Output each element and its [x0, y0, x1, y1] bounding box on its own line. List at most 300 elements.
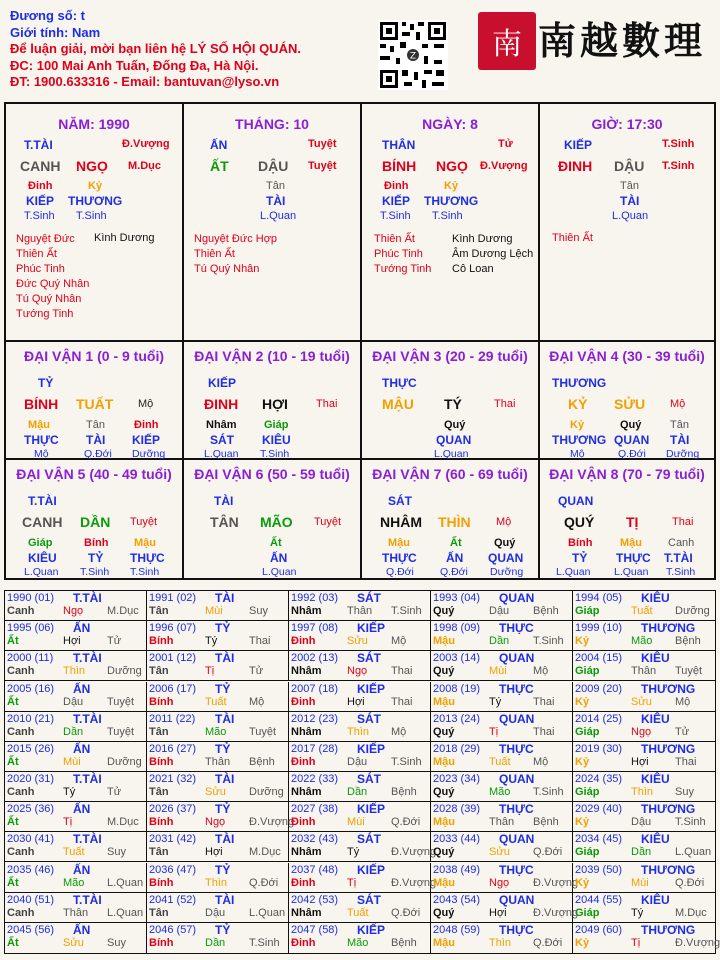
year-branch: Tị — [631, 936, 641, 949]
dai-van-chi: TÝ — [444, 396, 462, 412]
year-cell — [573, 922, 720, 953]
year-label: 1999 (10) — [575, 622, 623, 635]
dai-van-can: MẬU — [382, 396, 414, 412]
year-branch: Hợi — [489, 906, 507, 919]
year-stem: Mậu — [433, 755, 455, 768]
star-item: Tướng Tinh — [374, 263, 432, 275]
year-branch: Thìn — [489, 936, 512, 949]
pillar-hour-ss-right: T.Sinh — [662, 138, 695, 150]
year-label: 2032 (43) — [291, 833, 339, 846]
year-stem: Đinh — [291, 695, 316, 708]
year-branch: Sửu — [347, 635, 368, 648]
pillar-day-can: BÍNH — [382, 158, 417, 174]
year-phase: Mộ — [533, 755, 549, 768]
dai-van-hidden-ss: THỰC — [130, 551, 165, 565]
year-ten-god: TÀI — [215, 591, 235, 605]
pillar-month-hidden-ss-1: TÀI — [266, 194, 286, 208]
year-label: 1991 (02) — [149, 592, 197, 604]
year-stem: Nhâm — [291, 665, 322, 678]
year-phase: T.Sinh — [249, 936, 280, 949]
year-phase: L.Quan — [107, 876, 144, 889]
year-phase: Bệnh — [391, 936, 417, 949]
dai-van-hidden-phase: Q.Đới — [386, 566, 414, 578]
year-ten-god: T.TÀI — [73, 591, 102, 605]
year-label: 2004 (15) — [575, 652, 623, 665]
pillar-month-hidden-can-1: Tân — [266, 180, 285, 192]
year-ten-god: KIẾP — [357, 802, 386, 817]
year-phase: Bệnh — [249, 755, 275, 768]
year-phase: Đ.Vượng — [533, 876, 579, 889]
year-cell — [289, 772, 431, 802]
address-line: ĐC: 100 Mai Anh Tuấn, Đống Đa, Hà Nội. — [10, 57, 259, 73]
year-phase: Tử — [107, 786, 122, 798]
year-branch: Thìn — [63, 665, 86, 678]
star-item: Kình Dương — [452, 233, 513, 245]
year-stem: Bính — [149, 816, 174, 829]
year-label: 2025 (36) — [7, 803, 55, 816]
dai-van-7 — [362, 460, 540, 578]
year-cell — [573, 682, 715, 712]
year-cell — [5, 802, 147, 832]
year-ten-god: SÁT — [357, 892, 381, 907]
pillar-year-ss-right: Đ.Vượng — [122, 138, 170, 150]
dai-van-hidden-can: Tân — [670, 419, 689, 431]
year-ten-god: KIÊU — [641, 832, 670, 847]
dai-van-hidden-ss: THỰC — [24, 433, 59, 447]
qr-code-icon[interactable] — [378, 20, 448, 90]
year-branch: Dậu — [489, 605, 510, 617]
pillar-day-hidden-phase-1: T.Sinh — [380, 210, 411, 222]
year-ten-god: KIẾP — [357, 862, 386, 877]
year-cell — [5, 863, 147, 893]
year-stem: Ất — [7, 876, 19, 889]
year-phase: Tử — [107, 635, 122, 648]
year-stem: Tân — [149, 725, 169, 738]
year-branch: Tuất — [489, 755, 511, 768]
year-ten-god: TÀI — [215, 832, 235, 847]
year-ten-god: QUAN — [499, 772, 535, 786]
star-item: Tướng Tinh — [16, 308, 74, 320]
year-stem: Bính — [149, 695, 174, 708]
contact-line: Để luận giải, mời bạn liên hệ LÝ SỐ HỘI QUÁN. — [10, 41, 301, 56]
year-cell — [431, 862, 579, 893]
dai-van-hidden-can: Mậu — [388, 537, 410, 549]
year-label: 2045 (56) — [7, 923, 55, 936]
dai-van-hidden-ss: QUAN — [488, 551, 524, 565]
year-phase: Thai — [249, 635, 271, 648]
dai-van-hidden-phase: L.Quan — [262, 566, 297, 578]
dai-van-1 — [6, 342, 184, 460]
year-phase: Đ.Vượng — [391, 876, 437, 889]
pillar-hour-stars-left — [552, 232, 593, 244]
dai-van-phase: Thai — [316, 398, 338, 410]
year-branch: Dần — [205, 936, 226, 949]
pillar-day-stars-right — [452, 232, 533, 277]
dai-van-8 — [540, 460, 714, 578]
year-stem: Nhâm — [291, 906, 322, 919]
pillar-day-ss-left: THÂN — [382, 138, 416, 152]
year-branch: Ngọ — [63, 605, 84, 617]
year-branch: Tị — [63, 816, 73, 829]
year-label: 2016 (27) — [149, 742, 197, 755]
year-branch: Dậu — [205, 906, 226, 919]
dai-van-hidden-phase: Mộ — [570, 448, 585, 460]
pillar-month-can: ẤT — [210, 158, 229, 174]
year-phase: T.Sinh — [675, 816, 706, 829]
year-cell — [431, 712, 573, 742]
dai-van-hidden-ss: QUAN — [436, 433, 472, 447]
year-stem: Đinh — [291, 635, 316, 648]
dai-van-title: ĐẠI VẬN 3 (20 - 29 tuổi) — [372, 348, 528, 364]
year-label: 2039 (50) — [575, 863, 623, 876]
year-branch: Dậu — [631, 816, 652, 829]
dai-van-hidden-phase: Q.Đới — [84, 448, 112, 460]
year-phase: M.Dục — [107, 605, 139, 617]
year-branch: Ngọ — [631, 725, 652, 738]
year-label: 2013 (24) — [433, 712, 481, 725]
year-branch: Ngọ — [347, 665, 368, 678]
year-label: 2033 (44) — [433, 833, 481, 846]
year-phase: Bệnh — [533, 605, 559, 617]
dai-van-phase: Mộ — [138, 398, 154, 410]
year-stem: Bính — [149, 755, 174, 768]
pillar-day-hidden-can-2: Kỷ — [444, 180, 459, 192]
brand-logo-text: 南越數理 — [538, 18, 707, 63]
year-ten-god: THƯƠNG — [641, 922, 696, 937]
year-label: 2036 (47) — [149, 863, 197, 876]
pillar-day — [362, 104, 540, 342]
dai-van-can: QUÝ — [564, 514, 595, 530]
year-ten-god: T.TÀI — [73, 711, 102, 726]
year-stem: Mậu — [433, 876, 455, 889]
subject-name-label: Đương số: — [10, 8, 78, 23]
year-cell — [147, 682, 289, 712]
year-cell — [147, 802, 295, 832]
year-phase: Tuyệt — [675, 665, 703, 678]
dai-van-hidden-can: Canh — [668, 537, 695, 549]
pillar-year-title: NĂM: 1990 — [58, 116, 130, 132]
year-cell — [431, 682, 573, 712]
year-label: 2038 (49) — [433, 863, 481, 876]
subject-name-row — [10, 8, 301, 25]
star-item: Tú Quý Nhân — [194, 263, 260, 275]
year-ten-god: THỰC — [499, 681, 534, 696]
year-phase: Q.Đới — [675, 876, 705, 889]
year-cell — [431, 591, 573, 621]
year-stem: Quý — [433, 605, 455, 617]
year-branch: Mão — [63, 876, 85, 889]
dai-van-chi: HỢI — [262, 396, 288, 412]
year-phase: Dưỡng — [249, 786, 284, 798]
year-ten-god: ẤN — [73, 862, 91, 877]
year-branch: Hợi — [631, 755, 649, 768]
year-label: 2049 (60) — [575, 923, 623, 936]
year-branch: Hợi — [205, 846, 223, 859]
gender-value: Nam — [71, 24, 101, 40]
year-label: 2027 (38) — [291, 803, 339, 816]
dai-van-chi: DẦN — [80, 514, 111, 530]
year-phase: T.Sinh — [533, 786, 564, 798]
dai-van-title: ĐẠI VẬN 8 (70 - 79 tuổi) — [549, 466, 705, 482]
year-stem: Bính — [149, 635, 174, 648]
seal-stamp: 南 — [478, 12, 536, 70]
year-ten-god: KIÊU — [641, 772, 670, 786]
dai-van-hidden-ss: KIÊU — [28, 551, 57, 565]
pillar-day-title: NGÀY: 8 — [422, 116, 478, 132]
dai-van-hidden-phase: T.Sinh — [666, 566, 696, 578]
dai-van-hidden-phase: Q.Đới — [440, 566, 468, 578]
year-branch: Mùi — [205, 605, 223, 617]
year-stem: Kỷ — [575, 695, 590, 708]
year-stem: Tân — [149, 846, 169, 859]
pillar-day-chi: NGỌ — [436, 158, 468, 174]
year-label: 2047 (58) — [291, 923, 339, 936]
year-stem: Giáp — [575, 665, 600, 678]
year-cell — [147, 742, 289, 772]
year-cell — [147, 651, 289, 681]
year-label: 1993 (04) — [433, 592, 481, 604]
dai-van-ss: T.TÀI — [28, 494, 57, 508]
dai-van-chi: MÃO — [260, 514, 293, 530]
dai-van-4 — [540, 342, 714, 460]
year-cell — [5, 712, 147, 742]
year-stem: Quý — [433, 786, 455, 798]
year-branch: Hợi — [347, 695, 365, 708]
year-stem: Giáp — [575, 786, 600, 798]
year-phase: Q.Đới — [533, 846, 563, 859]
year-phase: Dưỡng — [107, 755, 142, 768]
dai-van-hidden-can: Nhâm — [206, 419, 237, 431]
year-cell — [147, 712, 289, 742]
year-phase: Đ.Vượng — [249, 816, 295, 829]
year-label: 2006 (17) — [149, 682, 197, 695]
year-branch: Tuất — [631, 605, 653, 617]
year-ten-god: SÁT — [357, 772, 381, 786]
dai-van-title: ĐẠI VẬN 1 (0 - 9 tuổi) — [23, 348, 164, 364]
year-branch: Mão — [205, 725, 227, 738]
dai-van-hidden-phase: Dưỡng — [490, 566, 524, 578]
dai-van-ss: QUAN — [558, 494, 594, 508]
year-ten-god: THỰC — [499, 802, 534, 817]
year-label: 1992 (03) — [291, 592, 339, 604]
year-stem: Tân — [149, 665, 169, 678]
year-ten-god: THƯƠNG — [641, 802, 696, 817]
dai-van-hidden-ss: SÁT — [210, 433, 234, 447]
year-phase: T.Sinh — [533, 635, 564, 648]
year-branch: Mùi — [489, 665, 507, 678]
year-label: 2015 (26) — [7, 742, 55, 755]
year-stem: Nhâm — [291, 846, 322, 859]
year-label: 2030 (41) — [7, 833, 55, 846]
dai-van-hidden-ss: TỶ — [572, 551, 588, 565]
year-branch: Mùi — [63, 755, 81, 768]
year-phase: M.Dục — [107, 816, 139, 829]
year-branch: Ngọ — [205, 816, 226, 829]
year-stem: Canh — [7, 665, 35, 678]
year-cell — [573, 802, 715, 832]
year-stem: Kỷ — [575, 755, 590, 768]
year-branch: Sửu — [631, 695, 652, 708]
dai-van-hidden-ss: KIẾP — [132, 433, 161, 447]
dai-van-chi: THÌN — [438, 514, 471, 530]
pillar-year-hidden-ss-2: THƯƠNG — [68, 194, 123, 208]
year-stem: Ất — [7, 635, 19, 648]
dai-van-hidden-ss: TỶ — [88, 551, 104, 565]
year-branch: Mão — [489, 786, 511, 798]
svg-text:Z: Z — [409, 51, 417, 62]
year-branch: Mão — [347, 936, 369, 949]
year-branch: Dậu — [63, 695, 84, 708]
year-ten-god: SÁT — [357, 591, 381, 605]
year-phase: Đ.Vượng — [391, 846, 437, 859]
year-ten-god: THƯƠNG — [641, 681, 696, 696]
year-ten-god: ẤN — [73, 621, 91, 636]
year-phase: L.Quan — [675, 846, 712, 859]
dai-van-title: ĐẠI VẬN 6 (50 - 59 tuổi) — [194, 466, 350, 482]
year-phase: Thai — [391, 695, 413, 708]
gender-row — [10, 25, 301, 42]
year-ten-god: T.TÀI — [73, 772, 102, 786]
year-cell — [5, 621, 147, 651]
year-stem: Kỷ — [575, 635, 590, 648]
year-phase: Mộ — [391, 635, 407, 648]
year-label: 2021 (32) — [149, 773, 197, 785]
year-cell — [289, 682, 431, 712]
year-cell — [5, 832, 147, 862]
year-ten-god: THỰC — [499, 862, 534, 877]
year-cell — [573, 832, 715, 862]
year-branch: Dần — [489, 635, 510, 648]
year-label: 2037 (48) — [291, 863, 339, 876]
pillar-year-hidden-ss-1: KIẾP — [26, 194, 55, 208]
year-stem: Quý — [433, 846, 455, 859]
year-label: 2008 (19) — [433, 682, 481, 695]
year-cell — [289, 802, 431, 832]
year-stem: Giáp — [575, 605, 600, 617]
year-cell — [289, 893, 431, 923]
year-stem: Giáp — [575, 846, 600, 859]
year-phase: Tuyệt — [107, 695, 135, 708]
year-ten-god: QUAN — [499, 832, 535, 847]
header-info — [10, 8, 301, 91]
dai-van-hidden-ss: ẤN — [270, 551, 288, 565]
year-stem: Mậu — [433, 695, 455, 708]
dai-van-hidden-ss: KIÊU — [262, 433, 291, 447]
star-item: Thiên Ất — [194, 248, 235, 260]
year-ten-god: TỶ — [215, 621, 231, 636]
year-branch: Dậu — [347, 755, 368, 768]
year-ten-god: TÀI — [215, 711, 235, 726]
star-item: Kình Dương — [94, 232, 155, 244]
pillar-year-hidden-phase-2: T.Sinh — [76, 210, 107, 222]
year-branch: Thìn — [347, 725, 370, 738]
year-label: 2034 (45) — [575, 833, 623, 846]
year-phase: Mộ — [533, 665, 549, 678]
year-ten-god: T.TÀI — [73, 651, 102, 666]
year-stem: Giáp — [575, 725, 600, 738]
year-stem: Quý — [433, 665, 455, 678]
dai-van-phase: Mộ — [670, 398, 686, 410]
year-phase: Suy — [107, 846, 126, 859]
dai-van-hidden-phase: L.Quan — [434, 448, 469, 460]
dai-van-phase: Mộ — [496, 516, 512, 528]
year-cell — [147, 621, 289, 651]
dai-van-hidden-can: Mậu — [620, 537, 642, 549]
year-label: 2048 (59) — [433, 923, 481, 936]
pillar-month-title: THÁNG: 10 — [235, 116, 309, 132]
year-label: 2029 (40) — [575, 803, 623, 816]
dai-van-hidden-phase: T.Sinh — [260, 448, 290, 460]
star-item: Phúc Tinh — [16, 263, 65, 275]
year-phase: Mộ — [675, 695, 691, 708]
year-ten-god: SÁT — [357, 651, 381, 666]
year-ten-god: THỰC — [499, 621, 534, 636]
dai-van-phase: Tuyệt — [130, 516, 158, 528]
year-stem: Ất — [7, 816, 19, 829]
year-ten-god: T.TÀI — [73, 892, 102, 907]
year-cell — [431, 772, 573, 802]
year-branch: Tị — [205, 665, 215, 678]
year-cell — [5, 742, 147, 772]
year-stem: Mậu — [433, 936, 455, 949]
dai-van-title: ĐẠI VẬN 5 (40 - 49 tuổi) — [16, 466, 172, 482]
dai-van-hidden-phase: T.Sinh — [80, 566, 110, 578]
year-ten-god: KIÊU — [641, 591, 670, 605]
year-label: 2044 (55) — [575, 893, 623, 906]
year-label: 1990 (01) — [7, 592, 55, 604]
year-branch: Tị — [489, 725, 499, 738]
year-cell — [431, 651, 573, 681]
year-cell — [431, 621, 573, 651]
year-stem: Đinh — [291, 936, 316, 949]
pillar-month-chi: DẬU — [258, 158, 289, 174]
year-cell — [5, 772, 147, 802]
gender-label: Giới tính: — [10, 24, 69, 40]
year-label: 2002 (13) — [291, 652, 339, 665]
year-stem: Đinh — [291, 816, 316, 829]
phone-email-line: ĐT: 1900.633316 - Email: bantuvan@lyso.vn — [10, 74, 280, 89]
year-phase: Thai — [391, 665, 413, 678]
year-cell — [431, 923, 573, 953]
dai-van-5 — [6, 460, 184, 578]
year-phase: Suy — [107, 936, 126, 949]
year-phase: Đ.Vượng — [533, 906, 579, 919]
dai-van-6 — [184, 460, 362, 578]
pillar-hour-hidden-ss-1: TÀI — [620, 194, 640, 208]
dai-van-chi: SỬU — [614, 396, 646, 412]
year-cell — [5, 651, 147, 681]
pillar-day-hidden-can-1: Đinh — [384, 180, 409, 192]
star-item: Phúc Tinh — [374, 248, 423, 260]
year-branch: Thìn — [205, 876, 228, 889]
year-stem: Mậu — [433, 816, 455, 829]
star-item: Nguyệt Đức — [16, 233, 75, 245]
year-ten-god: KIẾP — [357, 681, 386, 696]
dai-van-hidden-can: Quý — [444, 419, 466, 431]
year-stem: Đinh — [291, 755, 316, 768]
year-phase: Q.Đới — [533, 936, 563, 949]
year-label: 2017 (28) — [291, 742, 339, 755]
year-stem: Quý — [433, 725, 455, 738]
year-cell — [573, 742, 715, 772]
dai-van-hidden-ss: QUAN — [614, 433, 650, 447]
year-ten-god: QUAN — [499, 651, 535, 666]
year-stem: Canh — [7, 605, 35, 617]
year-ten-god: QUAN — [499, 711, 535, 726]
year-ten-god: ẤN — [73, 741, 91, 756]
year-stem: Bính — [149, 936, 174, 949]
year-cell — [147, 591, 289, 621]
